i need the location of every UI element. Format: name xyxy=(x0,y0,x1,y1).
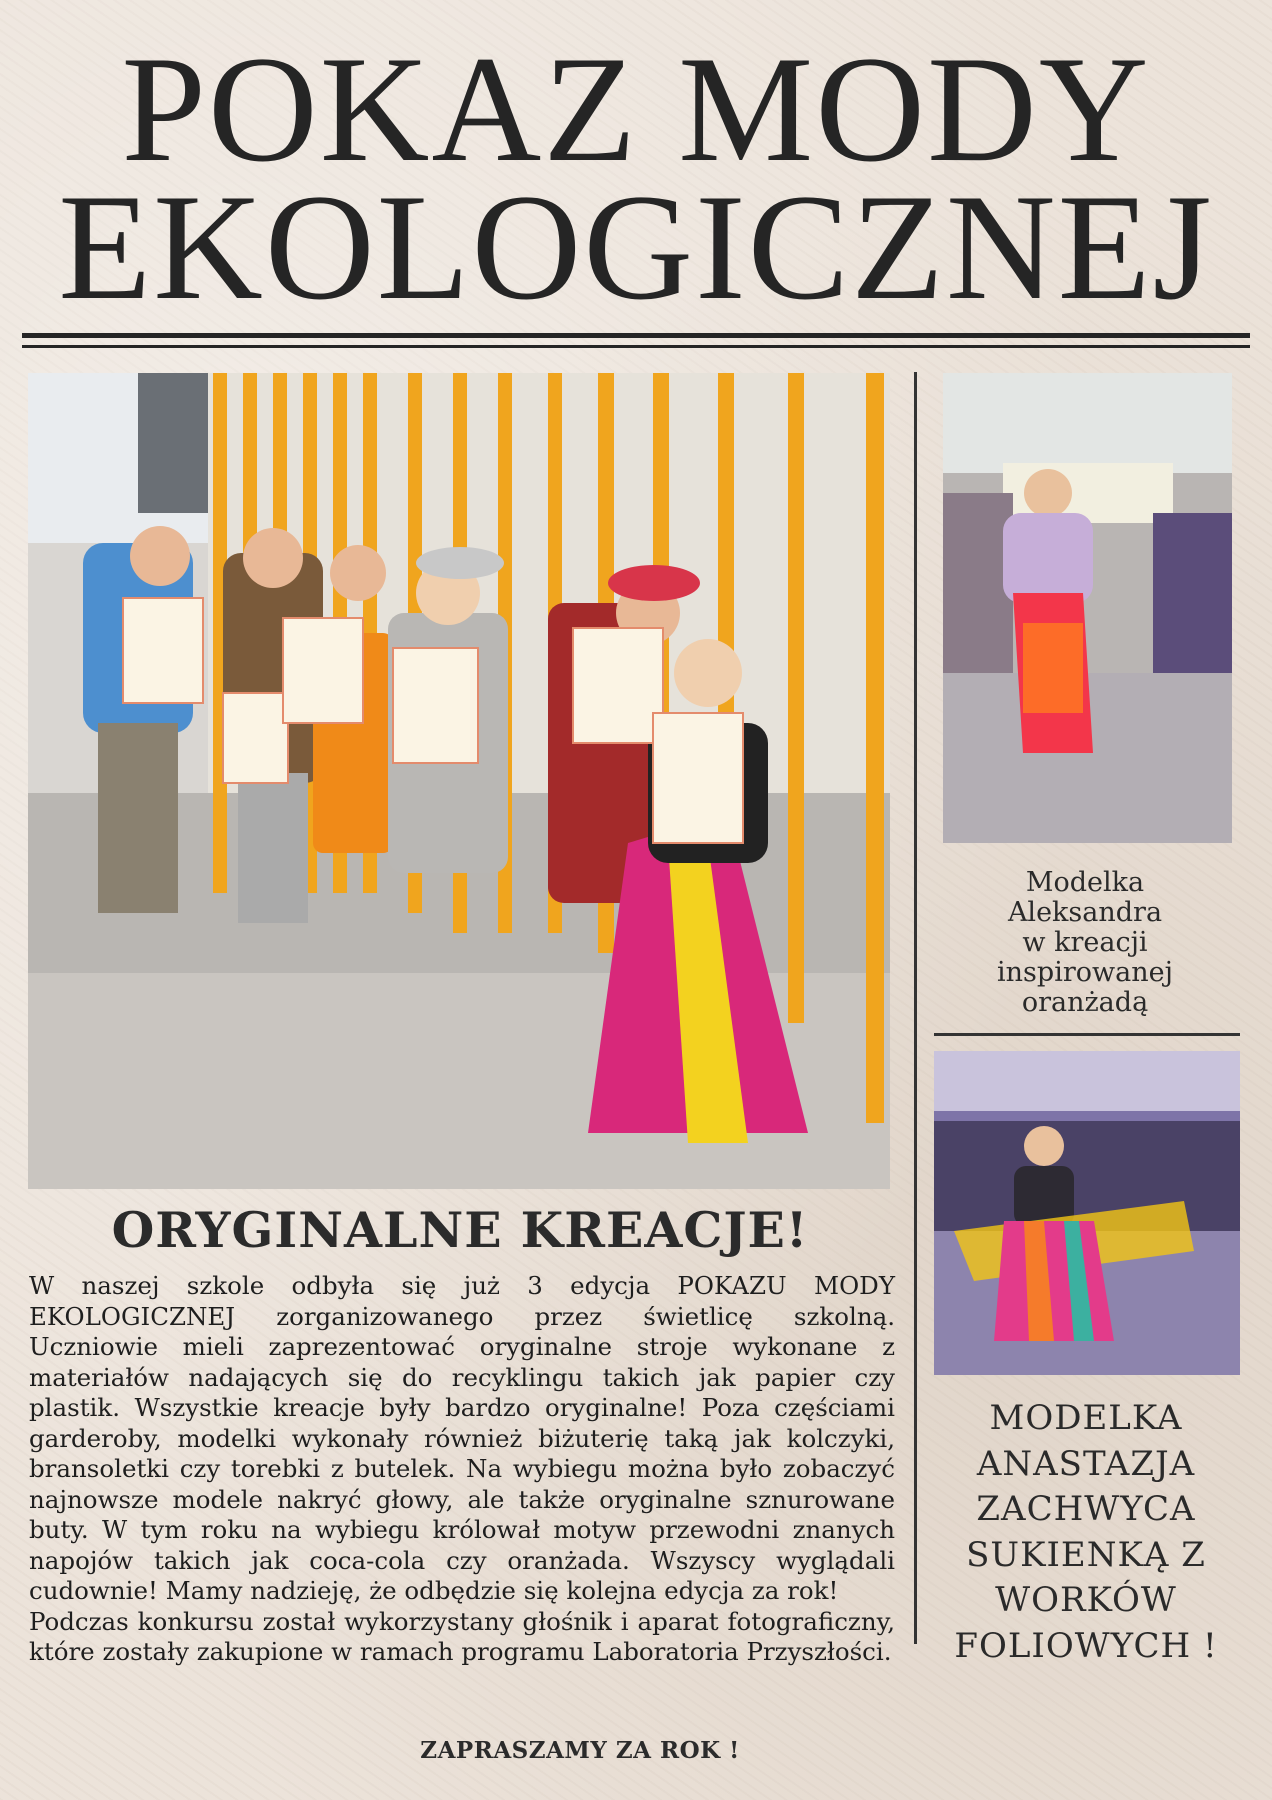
article-body xyxy=(29,1271,895,1668)
article-headline: ORYGINALNE KREACJE! xyxy=(111,1201,809,1259)
caption-anastazja-line: SUKIENKĄ Z xyxy=(966,1534,1206,1575)
masthead-rule-thin xyxy=(22,345,1250,348)
masthead-rule-thick xyxy=(22,333,1250,338)
side-photo-bottom-illustration xyxy=(934,1051,1240,1375)
caption-anastazja-line: WORKÓW xyxy=(995,1580,1177,1620)
caption-aleksandra-line: Aleksandra xyxy=(1007,897,1163,928)
main-photo-illustration xyxy=(28,373,890,1189)
side-divider xyxy=(934,1033,1240,1036)
caption-aleksandra-line: Modelka xyxy=(1025,867,1145,898)
footer-invitation: ZAPRASZAMY ZA ROK ! xyxy=(420,1737,740,1764)
main-photo xyxy=(28,373,890,1189)
caption-anastazja-line: FOLIOWYCH ! xyxy=(954,1625,1218,1666)
side-photo-top-illustration xyxy=(943,373,1232,843)
caption-anastazja xyxy=(936,1396,1236,1669)
newspaper-masthead xyxy=(0,25,1272,331)
caption-anastazja-line: ZACHWYCA xyxy=(976,1489,1196,1529)
article-paragraph-1: W naszej szkole odbyła się już 3 edycja POKAZU MODY EKOLOGICZNEJ zorganizowanego przez świetlicę szkolną. Uczniowie mieli zaprezentować oryginalne stroje wykonane z materiałów nadających się do recyklingu takich jak papier czy plastik. Wszystkie kreacje były bardzo oryginalne! Poza częściami garderoby, modelki wykonały również biżuterię taką jak kolczyki, bransoletki czy torebki z butelek. Na wybiegu można było zobaczyć najnowsze modele nakryć głowy, ale także oryginalne sznurowane buty. W tym roku na wybiegu królował motyw przewodni znanych napojów takich jak coca-cola czy oranżada. Wszyscy wyglądali cudownie! Mamy nadzieję, że odbędzie się kolejna edycja za rok! xyxy=(29,1271,895,1605)
column-divider xyxy=(914,372,917,1644)
side-photo-bottom xyxy=(934,1051,1240,1375)
caption-anastazja-line: ANASTAZJA xyxy=(976,1443,1196,1484)
masthead-line-2: EKOLOGICZNEJ xyxy=(58,163,1214,331)
caption-aleksandra xyxy=(940,868,1230,1018)
caption-anastazja-line: MODELKA xyxy=(989,1398,1183,1438)
side-photo-top xyxy=(943,373,1232,843)
caption-aleksandra-line: w kreacji xyxy=(1022,927,1148,958)
article-paragraph-2: Podczas konkursu został wykorzystany głośnik i aparat fotograficzny, które zostały zakupione w ramach programu Laboratoria Przyszłości. xyxy=(29,1606,895,1666)
caption-aleksandra-line: oranżadą xyxy=(1021,987,1149,1018)
masthead-line-1: POKAZ MODY xyxy=(121,25,1151,193)
caption-aleksandra-line: inspirowanej xyxy=(997,957,1173,988)
